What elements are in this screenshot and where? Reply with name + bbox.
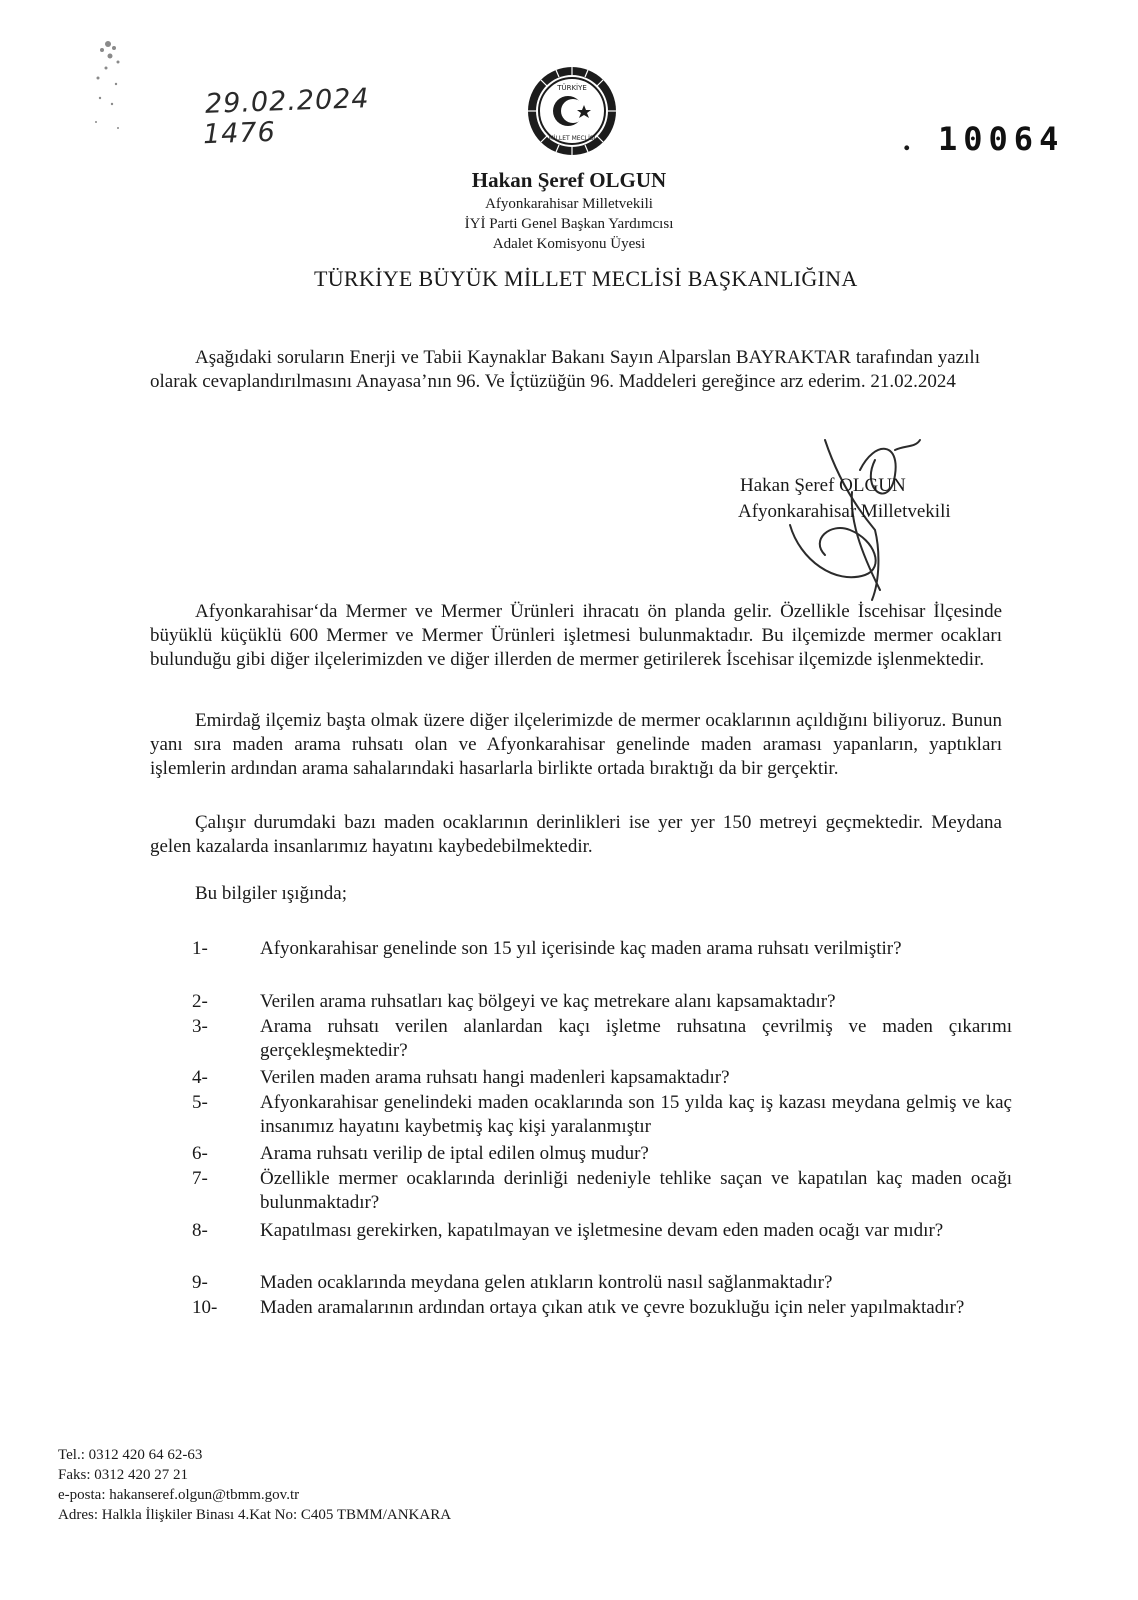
list-item (192, 1015, 1012, 1063)
question-text: Maden ocaklarında meydana gelen atıkların kontrolü nasıl sağlanmaktadır? (260, 1272, 833, 1293)
list-item (192, 1167, 1012, 1215)
question-text: Kapatılması gerekirken, kapatılmayan ve işletmesine devam eden maden ocağı var mıdır? (260, 1220, 944, 1241)
author-line-3: Adalet Komisyonu Üyesi (492, 236, 646, 252)
question-number: 5- (192, 1092, 208, 1113)
question-text: Özellikle mermer ocaklarında derinliği nedeniyle tehlike saçan ve kapatılan kaç maden ocağı bulunmaktadır? (260, 1168, 1012, 1213)
list-item (192, 990, 1012, 1014)
stamp-marks (88, 38, 148, 138)
body-paragraph-3: Çalışır durumdaki bazı maden ocaklarının derinlikleri ise yer yer 150 metreyi geçmektedir. Meydana gelen kazalarda insanlarımız hayatını kaybedebilmektedir. (150, 812, 1002, 857)
footer-email: e-posta: hakanseref.olgun@tbmm.gov.tr (58, 1487, 300, 1503)
question-text: Verilen maden arama ruhsatı hangi madenleri kapsamaktadır? (260, 1067, 730, 1088)
body-paragraph-2: Emirdağ ilçemiz başta olmak üzere diğer ilçelerimizde de mermer ocaklarının açıldığını biliyoruz. Bunun yanı sıra maden arama ruhsatı olan ve Afyonkarahisar genelinde maden araması yapanların, yaptıkları işlemlerin ardından arama sahalarındaki hasarlarla birlikte ortada bıraktığı da bir gerçektir. (150, 710, 1002, 779)
author-name: Hakan Şeref OLGUN (471, 168, 667, 192)
question-text: Arama ruhsatı verilip de iptal edilen olmuş mudur? (260, 1143, 649, 1164)
question-text: Arama ruhsatı verilen alanlardan kaçı işletme ruhsatına çevrilmiş ve maden çıkarımı gerçekleşmektedir? (260, 1016, 1012, 1061)
question-number: 10- (192, 1297, 218, 1318)
registry-dot: . (903, 124, 911, 157)
question-number: 1- (192, 938, 208, 959)
list-item (192, 1296, 1012, 1320)
footer-tel: Tel.: 0312 420 64 62-63 (58, 1447, 203, 1463)
question-number: 3- (192, 1016, 208, 1037)
question-text: Verilen arama ruhsatları kaç bölgeyi ve kaç metrekare alanı kapsamaktadır? (260, 991, 836, 1012)
question-number: 4- (192, 1067, 208, 1088)
question-number: 7- (192, 1168, 208, 1189)
body-paragraph-1: Afyonkarahisar‘da Mermer ve Mermer Ürünleri ihracatı ön planda gelir. Özellikle İscehisar İlçesinde büyüklü küçüklü 600 Mermer ve Mermer Ürünleri işletmesi bulunmaktadır. Bu ilçemizde mermer ocakları bulunduğu gibi diğer ilçelerimizden ve diğer illerden de mermer getirilerek İscehisar ilçemizde işlenmektedir. (150, 601, 1002, 670)
question-number: 2- (192, 991, 208, 1012)
footer-address: Adres: Halkla İlişkiler Binası 4.Kat No: C405 TBMM/ANKARA (58, 1507, 452, 1523)
question-number: 8- (192, 1220, 208, 1241)
registry-number: 10064 (938, 120, 1065, 158)
list-item (192, 1066, 1012, 1090)
question-text: Maden aramalarının ardından ortaya çıkan atık ve çevre bozukluğu için neler yapılmaktadır? (260, 1297, 965, 1318)
signature-name: Hakan Şeref OLGUN (740, 475, 906, 496)
questions-lead: Bu bilgiler ışığında; (195, 883, 347, 904)
stamp-date: 29.02.2024 (204, 83, 371, 120)
document-title: TÜRKİYE BÜYÜK MİLLET MECLİSİ BAŞKANLIĞINA (314, 266, 858, 291)
question-number: 9- (192, 1272, 208, 1293)
question-number: 6- (192, 1143, 208, 1164)
list-item (192, 1142, 1012, 1166)
stamp-number: 1476 (202, 116, 277, 151)
list-item (192, 1091, 1012, 1139)
signature-title: Afyonkarahisar Milletvekili (738, 501, 951, 522)
intro-paragraph: Aşağıdaki soruların Enerji ve Tabii Kaynaklar Bakanı Sayın Alparslan BAYRAKTAR tarafından yazılı olarak cevaplandırılmasını Anayasa’nın 96. Ve İçtüzüğün 96. Maddeleri gereğince arz ederim. 21.02.2024 (150, 347, 980, 392)
list-item (192, 1219, 1012, 1243)
list-item (192, 1271, 1012, 1295)
author-line-1: Afyonkarahisar Milletvekili (485, 196, 653, 212)
footer-fax: Faks: 0312 420 27 21 (58, 1467, 189, 1483)
svg-text:TÜRKİYE: TÜRKİYE (557, 84, 587, 92)
author-line-2: İYİ Parti Genel Başkan Yardımcısı (464, 216, 674, 232)
question-text: Afyonkarahisar genelindeki maden ocaklarında son 15 yılda kaç iş kazası meydana gelmiş ve kaç insanımız hayatını kaybetmiş kaç kişi yaralanmıştır (260, 1092, 1012, 1137)
list-item (192, 937, 1012, 961)
tbmm-emblem-icon (526, 64, 618, 158)
question-text: Afyonkarahisar genelinde son 15 yıl içerisinde kaç maden arama ruhsatı verilmiştir? (260, 938, 902, 959)
svg-text:MİLLET MECLİSİ: MİLLET MECLİSİ (548, 135, 596, 142)
